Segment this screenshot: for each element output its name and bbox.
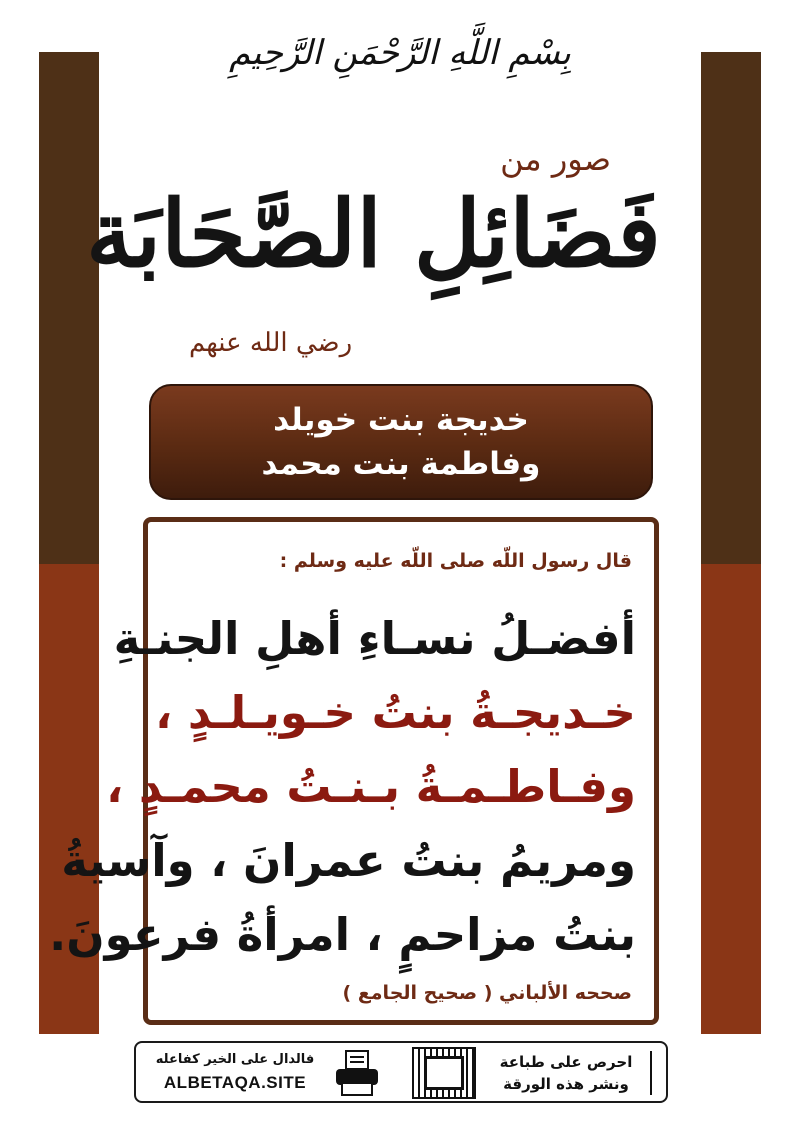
hadith-line: خـديجـةُ بنتُ خـويـلـدٍ ، <box>155 686 636 739</box>
hadith-line: وفـاطـمـةُ بـنـتُ محمـدٍ ، <box>106 760 636 813</box>
printer-icon <box>334 1049 380 1097</box>
footer-quote: فالدال على الخير كفاعله <box>155 1052 315 1067</box>
hadith-box <box>49 517 659 1025</box>
names-line-2: وفاطمة بنت محمد <box>261 446 541 482</box>
footer-left <box>150 1049 320 1095</box>
footer-call-line-2: ونشر هذه الورقة <box>503 1075 629 1093</box>
names-banner <box>149 384 653 500</box>
footer-call-line-1: احرص على طباعة <box>499 1053 633 1071</box>
hadith-line: بنتُ مزاحمٍ ، امرأةُ فرعونَ. <box>49 908 636 961</box>
title-prefix: صور من <box>500 140 611 178</box>
footer-site-link[interactable]: ALBETAQA.SITE <box>163 1073 307 1092</box>
basmala-text: بِسْمِ اللَّهِ الرَّحْمَنِ الرَّحِيمِ <box>229 33 571 73</box>
title-suffix: رضي الله عنهم <box>189 328 353 358</box>
logo-inner <box>424 1056 464 1090</box>
footer-bar <box>134 1041 668 1103</box>
frame-right-dark <box>701 52 761 564</box>
dawah-logo-icon <box>412 1047 476 1099</box>
hadith-text <box>49 602 636 972</box>
hadith-intro: قال رسول اللّه صلى اللّه عليه وسلم : <box>279 550 632 572</box>
basmala-header <box>210 18 590 88</box>
footer-right <box>482 1051 652 1095</box>
title-block <box>86 120 701 390</box>
hadith-source: صححه الألباني ( صحيح الجامع ) <box>342 982 632 1004</box>
names-line-1: خديجة بنت خويلد <box>273 402 529 438</box>
hadith-line: أفضـلُ نسـاءِ أهلِ الجنـةِ <box>113 612 636 665</box>
hadith-line: ومريمُ بنتُ عمرانَ ، وآسيةُ <box>61 834 636 887</box>
frame-left-dark <box>39 52 99 564</box>
frame-right-light <box>701 564 761 1034</box>
page-title: فَضَائِلِ الصَّحَابَة <box>86 180 661 288</box>
